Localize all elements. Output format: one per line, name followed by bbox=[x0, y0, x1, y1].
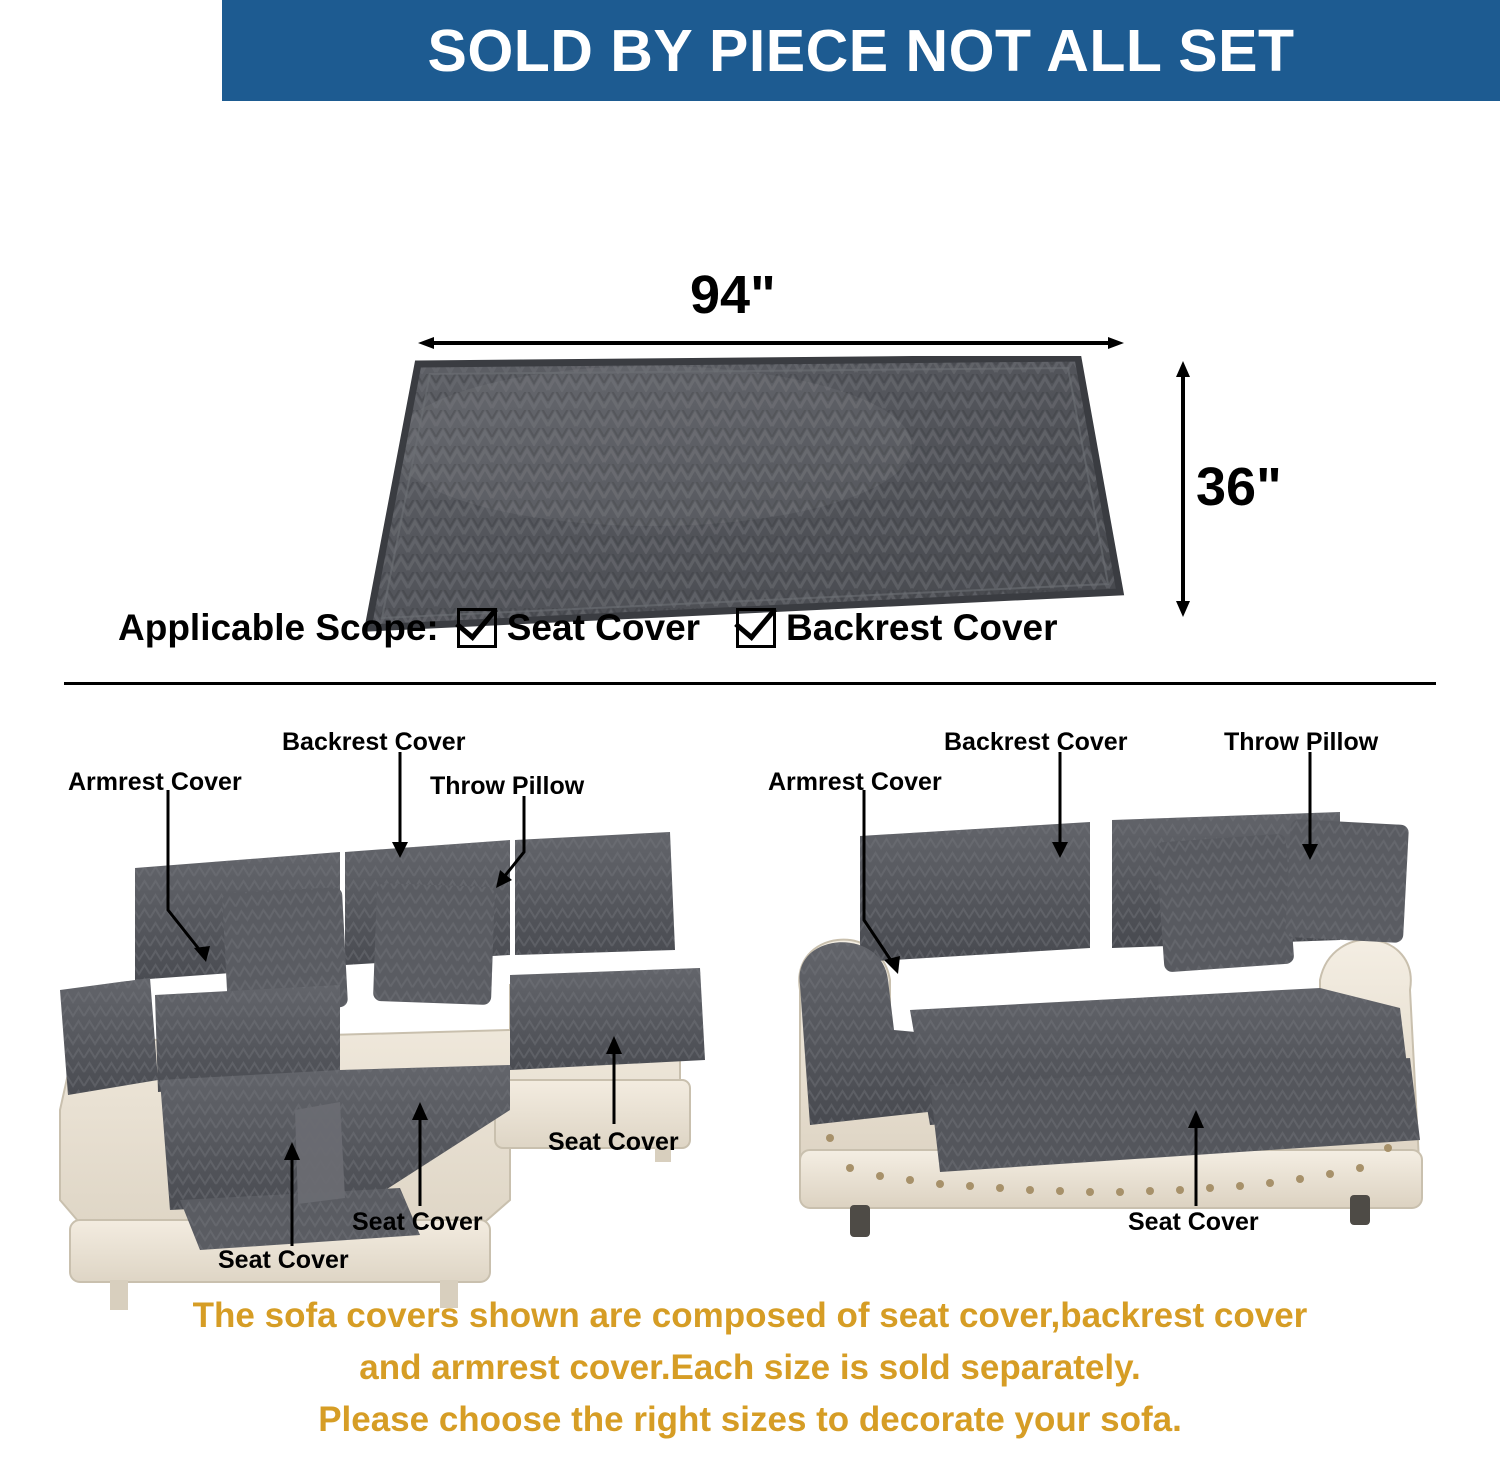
quilted-sofa-cover-product bbox=[352, 356, 1138, 634]
callout-right-throw-pillow: Throw Pillow bbox=[1224, 728, 1379, 756]
scope-item-seat-cover[interactable] bbox=[457, 607, 700, 649]
checkbox-checked-icon[interactable] bbox=[736, 608, 776, 648]
callout-right-seat-cover: Seat Cover bbox=[1128, 1208, 1259, 1236]
callout-left-seat-cover-chaise: Seat Cover bbox=[218, 1246, 349, 1274]
callout-left-armrest-cover: Armrest Cover bbox=[68, 768, 242, 796]
applicable-scope-label: Applicable Scope: bbox=[118, 607, 439, 648]
footer-line-2: and armrest cover.Each size is sold separately. bbox=[359, 1348, 1141, 1387]
leader-left-backrest bbox=[380, 752, 420, 862]
footer-line-1: The sofa covers shown are composed of seat cover,backrest cover bbox=[192, 1296, 1308, 1335]
width-dimension-arrow bbox=[418, 337, 1124, 349]
height-dimension-label: 36" bbox=[1196, 457, 1282, 517]
banner-title: SOLD BY PIECE NOT ALL SET bbox=[427, 17, 1295, 84]
scope-item-seat-cover-label: Seat Cover bbox=[506, 607, 701, 648]
callout-left-backrest-cover: Backrest Cover bbox=[282, 728, 466, 756]
product-dimension-diagram bbox=[0, 101, 1500, 581]
callout-left-seat-cover-right: Seat Cover bbox=[548, 1128, 679, 1156]
footer-line-3: Please choose the right sizes to decorate your sofa. bbox=[318, 1400, 1182, 1439]
leader-right-throw-pillow bbox=[1290, 752, 1330, 864]
leader-left-armrest bbox=[152, 790, 212, 970]
leader-right-backrest bbox=[1040, 752, 1080, 862]
leader-right-armrest bbox=[850, 790, 906, 980]
leader-left-seat-middle bbox=[396, 1090, 444, 1210]
applicable-scope-row bbox=[118, 600, 1388, 656]
callout-left-seat-cover-middle: Seat Cover bbox=[352, 1208, 483, 1236]
scope-item-backrest-cover-label: Backrest Cover bbox=[786, 607, 1058, 648]
leader-right-seat bbox=[1172, 1098, 1220, 1210]
footer-note bbox=[0, 1290, 1500, 1446]
leader-left-throw-pillow bbox=[490, 796, 540, 892]
width-dimension-label: 94" bbox=[690, 265, 776, 325]
callout-left-throw-pillow: Throw Pillow bbox=[430, 772, 585, 800]
leader-left-seat-right bbox=[590, 1020, 638, 1128]
leader-left-seat-chaise bbox=[268, 1130, 316, 1250]
height-dimension-arrow bbox=[1176, 361, 1190, 617]
section-divider bbox=[64, 682, 1436, 685]
callout-right-armrest-cover: Armrest Cover bbox=[768, 768, 942, 796]
header-banner bbox=[222, 0, 1500, 101]
sofa-illustrations bbox=[0, 690, 1500, 1290]
callout-right-backrest-cover: Backrest Cover bbox=[944, 728, 1128, 756]
checkbox-checked-icon[interactable] bbox=[457, 608, 497, 648]
scope-item-backrest-cover[interactable] bbox=[736, 607, 1057, 649]
